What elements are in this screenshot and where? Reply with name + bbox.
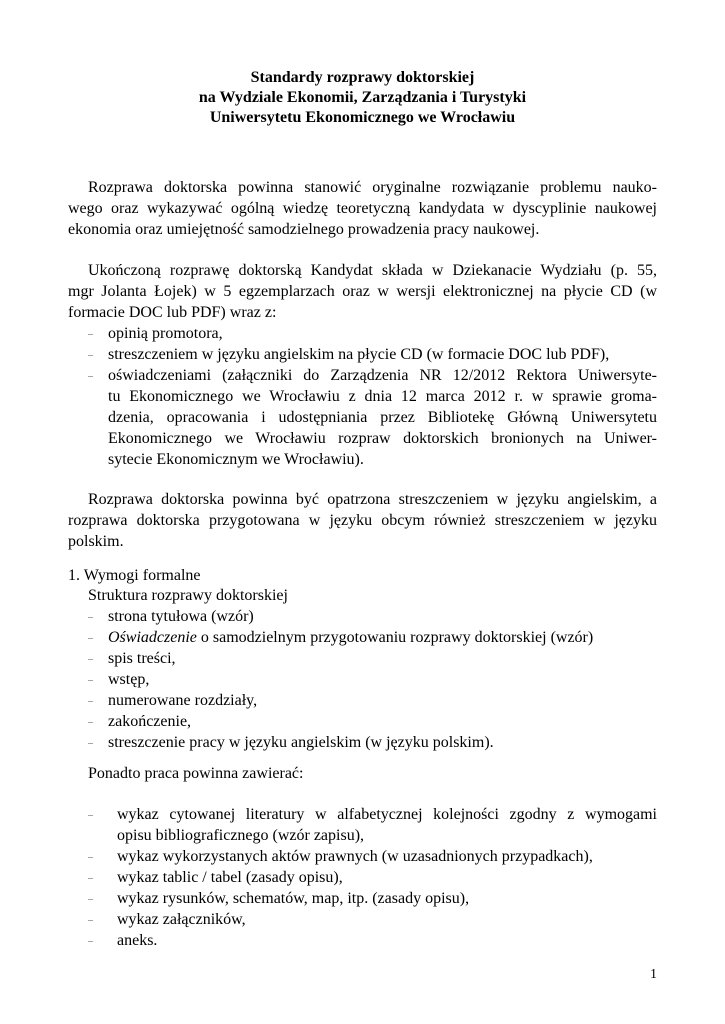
dash-bullet-icon: –	[88, 717, 93, 728]
list-item-text: tu Ekonomicznego we Wrocławiu z dnia 12 marca 2012 r. w sprawie groma-	[108, 388, 657, 405]
list-item	[88, 889, 657, 910]
list-item-text: opinią promotora,	[108, 325, 223, 342]
dash-bullet-icon: –	[88, 371, 93, 382]
paragraph-line: ekonomia oraz umiejętność samodzielnego prowadzenia pracy naukowej.	[68, 221, 540, 238]
dash-bullet-icon: –	[88, 654, 93, 665]
list-item	[88, 607, 657, 628]
list-item-text: zakończenie,	[108, 713, 192, 730]
list-item	[88, 670, 657, 691]
dash-bullet-icon: –	[88, 915, 93, 926]
dash-bullet-icon: –	[88, 738, 93, 749]
paragraph-line: polskim.	[68, 533, 124, 550]
list-item-text: wstęp,	[108, 671, 150, 688]
paragraph-abstract	[68, 490, 657, 553]
paragraph-line: formacie DOC lub PDF) wraz z:	[68, 304, 277, 321]
list-item-text: streszczeniem w języku angielskim na płycie CD (w formacie DOC lub PDF),	[108, 346, 610, 363]
list-item-text: oświadczeniami (załączniki do Zarządzenia NR 12/2012 Rektora Uniwersyte-	[108, 367, 657, 384]
page-number: 1	[650, 967, 657, 982]
list-item-text: spis treści,	[108, 650, 176, 667]
title-line-2: na Wydziale Ekonomii, Zarządzania i Turystyki	[198, 89, 527, 106]
dash-bullet-icon: –	[88, 329, 93, 340]
dash-bullet-icon: –	[88, 350, 93, 361]
submission-attachments-list	[88, 324, 657, 471]
title-line-3: Uniwersytetu Ekonomicznego we Wrocławiu	[209, 109, 516, 126]
dash-bullet-icon: –	[88, 936, 93, 947]
paragraph-line: Rozprawa doktorska powinna stanowić oryginalne rozwiązanie problemu nauko-	[88, 179, 657, 196]
list-item-text: dzenia, opracowania i udostępniania przez Bibliotekę Główną Uniwersytetu	[108, 409, 657, 426]
title-line-1: Standardy rozprawy doktorskiej	[250, 69, 475, 86]
additional-contents-list	[88, 805, 657, 952]
paragraph-line: Ukończoną rozprawę doktorską Kandydat składa w Dziekanacie Wydziału (p. 55,	[88, 262, 657, 279]
section-heading: 1. Wymogi formalne	[68, 567, 201, 584]
dash-bullet-icon: –	[88, 852, 93, 863]
italic-term: Oświadczenie	[108, 629, 197, 646]
list-item-text: aneks.	[117, 932, 158, 949]
list-item-text: numerowane rozdziały,	[108, 692, 258, 709]
list-item-text: wykaz wykorzystanych aktów prawnych (w uzasadnionych przypadkach),	[117, 848, 593, 865]
list-item-text: Ekonomicznego we Wrocławiu rozpraw doktorskich bronionych na Uniwer-	[108, 430, 657, 447]
paragraph-line: mgr Jolanta Łojek) w 5 egzemplarzach oraz w wersji elektronicznej na płycie CD (w	[68, 283, 657, 300]
dash-bullet-icon: –	[88, 612, 93, 623]
list-item	[88, 733, 657, 754]
dash-bullet-icon: –	[88, 873, 93, 884]
dash-bullet-icon: –	[88, 633, 93, 644]
paragraph-submission	[68, 261, 657, 324]
dash-bullet-icon: –	[88, 675, 93, 686]
paragraph-line: wego oraz wykazywać ogólną wiedzę teoretyczną kandydata w dyscyplinie naukowej	[68, 200, 657, 217]
section-subheading: Struktura rozprawy doktorskiej	[88, 587, 288, 604]
list-item	[88, 931, 657, 952]
structure-list	[88, 607, 657, 754]
list-item	[88, 910, 657, 931]
list-item	[88, 691, 657, 712]
dash-bullet-icon: –	[88, 894, 93, 905]
list-item-text: wykaz załączników,	[117, 911, 246, 928]
list-item-text	[108, 628, 657, 649]
list-item	[88, 712, 657, 733]
paragraph-line: rozprawa doktorska przygotowana w języku obcym również streszczeniem w języku	[68, 512, 657, 529]
list-item	[88, 628, 657, 649]
paragraph-intro	[68, 178, 657, 241]
list-item	[88, 366, 657, 471]
list-item-text: streszczenie pracy w języku angielskim (w języku polskim).	[108, 734, 494, 751]
list-item	[88, 868, 657, 889]
document-title	[68, 68, 657, 128]
list-item-text: wykaz cytowanej literatury w alfabetycznej kolejności zgodny z wymogami	[117, 806, 657, 823]
section-intro: Ponadto praca powinna zawierać:	[88, 765, 304, 782]
dash-bullet-icon: –	[88, 810, 93, 821]
list-item-text: wykaz rysunków, schematów, map, itp. (zasady opisu),	[117, 890, 470, 907]
dash-bullet-icon: –	[88, 696, 93, 707]
list-item-rest: o samodzielnym przygotowaniu rozprawy doktorskiej (wzór)	[200, 629, 594, 646]
list-item-text: wykaz tablic / tabel (zasady opisu),	[117, 869, 343, 886]
paragraph-line: Rozprawa doktorska powinna być opatrzona streszczeniem w języku angielskim, a	[88, 491, 657, 508]
list-item-text: opisu bibliograficznego (wzór zapisu),	[117, 827, 365, 844]
list-item-text: strona tytułowa (wzór)	[108, 608, 254, 625]
list-item	[88, 345, 657, 366]
list-item	[88, 324, 657, 345]
list-item	[88, 805, 657, 847]
list-item	[88, 847, 657, 868]
list-item-text: sytecie Ekonomicznym we Wrocławiu).	[108, 451, 364, 468]
list-item	[88, 649, 657, 670]
